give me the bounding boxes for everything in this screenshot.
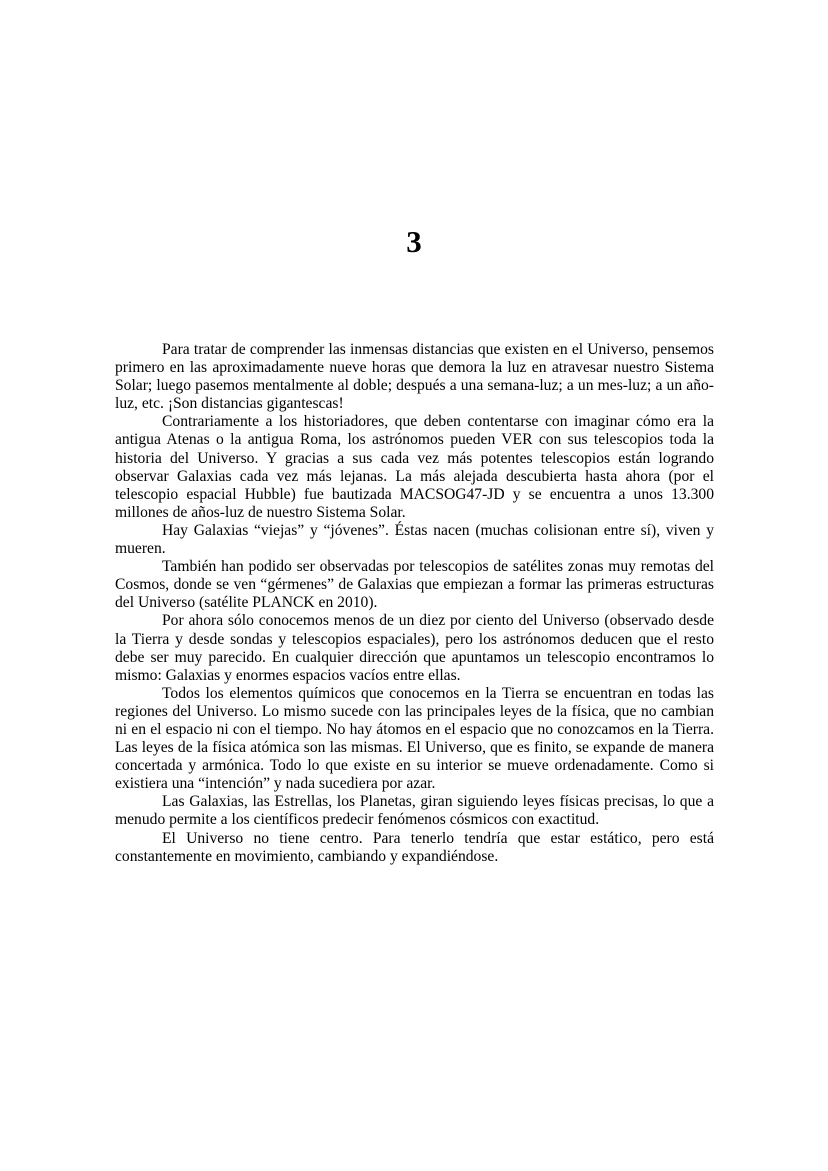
chapter-body xyxy=(115,341,714,866)
paragraph-known-universe: Por ahora sólo conocemos menos de un diez por ciento del Universo (observado desde la Tierra y desde sondas y telescopios espaciales), pero los astrónomos deducen que el resto debe ser muy parecido. En cualquier dirección que apuntamos un telescopio encontramos lo mismo: Galaxias y enormes espacios vacíos entre ellas. xyxy=(115,612,714,684)
chapter-number: 3 xyxy=(406,224,422,259)
paragraph-chemical-elements: Todos los elementos químicos que conocemos en la Tierra se encuentran en todas las regiones del Universo. Lo mismo sucede con las principales leyes de la física, que no cambian ni en el espacio ni con el tiempo. No hay átomos en el espacio que no conozcamos en la Tierra. Las leyes de la física atómica son las mismas. El Universo, que es finito, se expande de manera concertada y armónica. Todo lo que existe en su interior se mueve ordenadamente. Como si existiera una “intención” y nada sucediera por azar. xyxy=(115,684,714,793)
paragraph-physical-laws: Las Galaxias, las Estrellas, los Planetas, giran siguiendo leyes físicas precisas, lo que a menudo permite a los científicos predecir fenómenos cósmicos con exactitud. xyxy=(115,793,714,829)
paragraph-galaxy-ages: Hay Galaxias “viejas” y “jóvenes”. Éstas nacen (muchas colisionan entre sí), viven y mueren. xyxy=(115,521,714,558)
paragraph-history: Contrariamente a los historiadores, que deben contentarse con imaginar cómo era la antigua Atenas o la antigua Roma, los astrónomos pueden VER con sus telescopios toda la historia del Universo. Y gracias a sus cada vez más potentes telescopios están logrando observar Galaxias cada vez más lejanas. La más alejada descubierta hasta ahora (por el telescopio espacial Hubble) fue bautizada MACSOG47-JD y se encuentra a unos 13.300 millones de años-luz de nuestro Sistema Solar. xyxy=(115,413,714,521)
paragraph-no-center: El Universo no tiene centro. Para tenerlo tendría que estar estático, pero está constantemente en movimiento, cambiando y expandiéndose. xyxy=(115,829,714,865)
paragraph-satellite-observations: También han podido ser observadas por telescopios de satélites zonas muy remotas del Cosmos, donde se ven “gérmenes” de Galaxias que empiezan a formar las primeras estructuras del Universo (satélite PLANCK en 2010). xyxy=(115,558,714,612)
paragraph-distances: Para tratar de comprender las inmensas distancias que existen en el Universo, pensemos primero en las aproximadamente nueve horas que demora la luz en atravesar nuestro Sistema Solar; luego pasemos mentalmente al doble; después a una semana-luz; a un mes-luz; a un año-luz, etc. ¡Son distancias gigantescas! xyxy=(115,341,714,413)
